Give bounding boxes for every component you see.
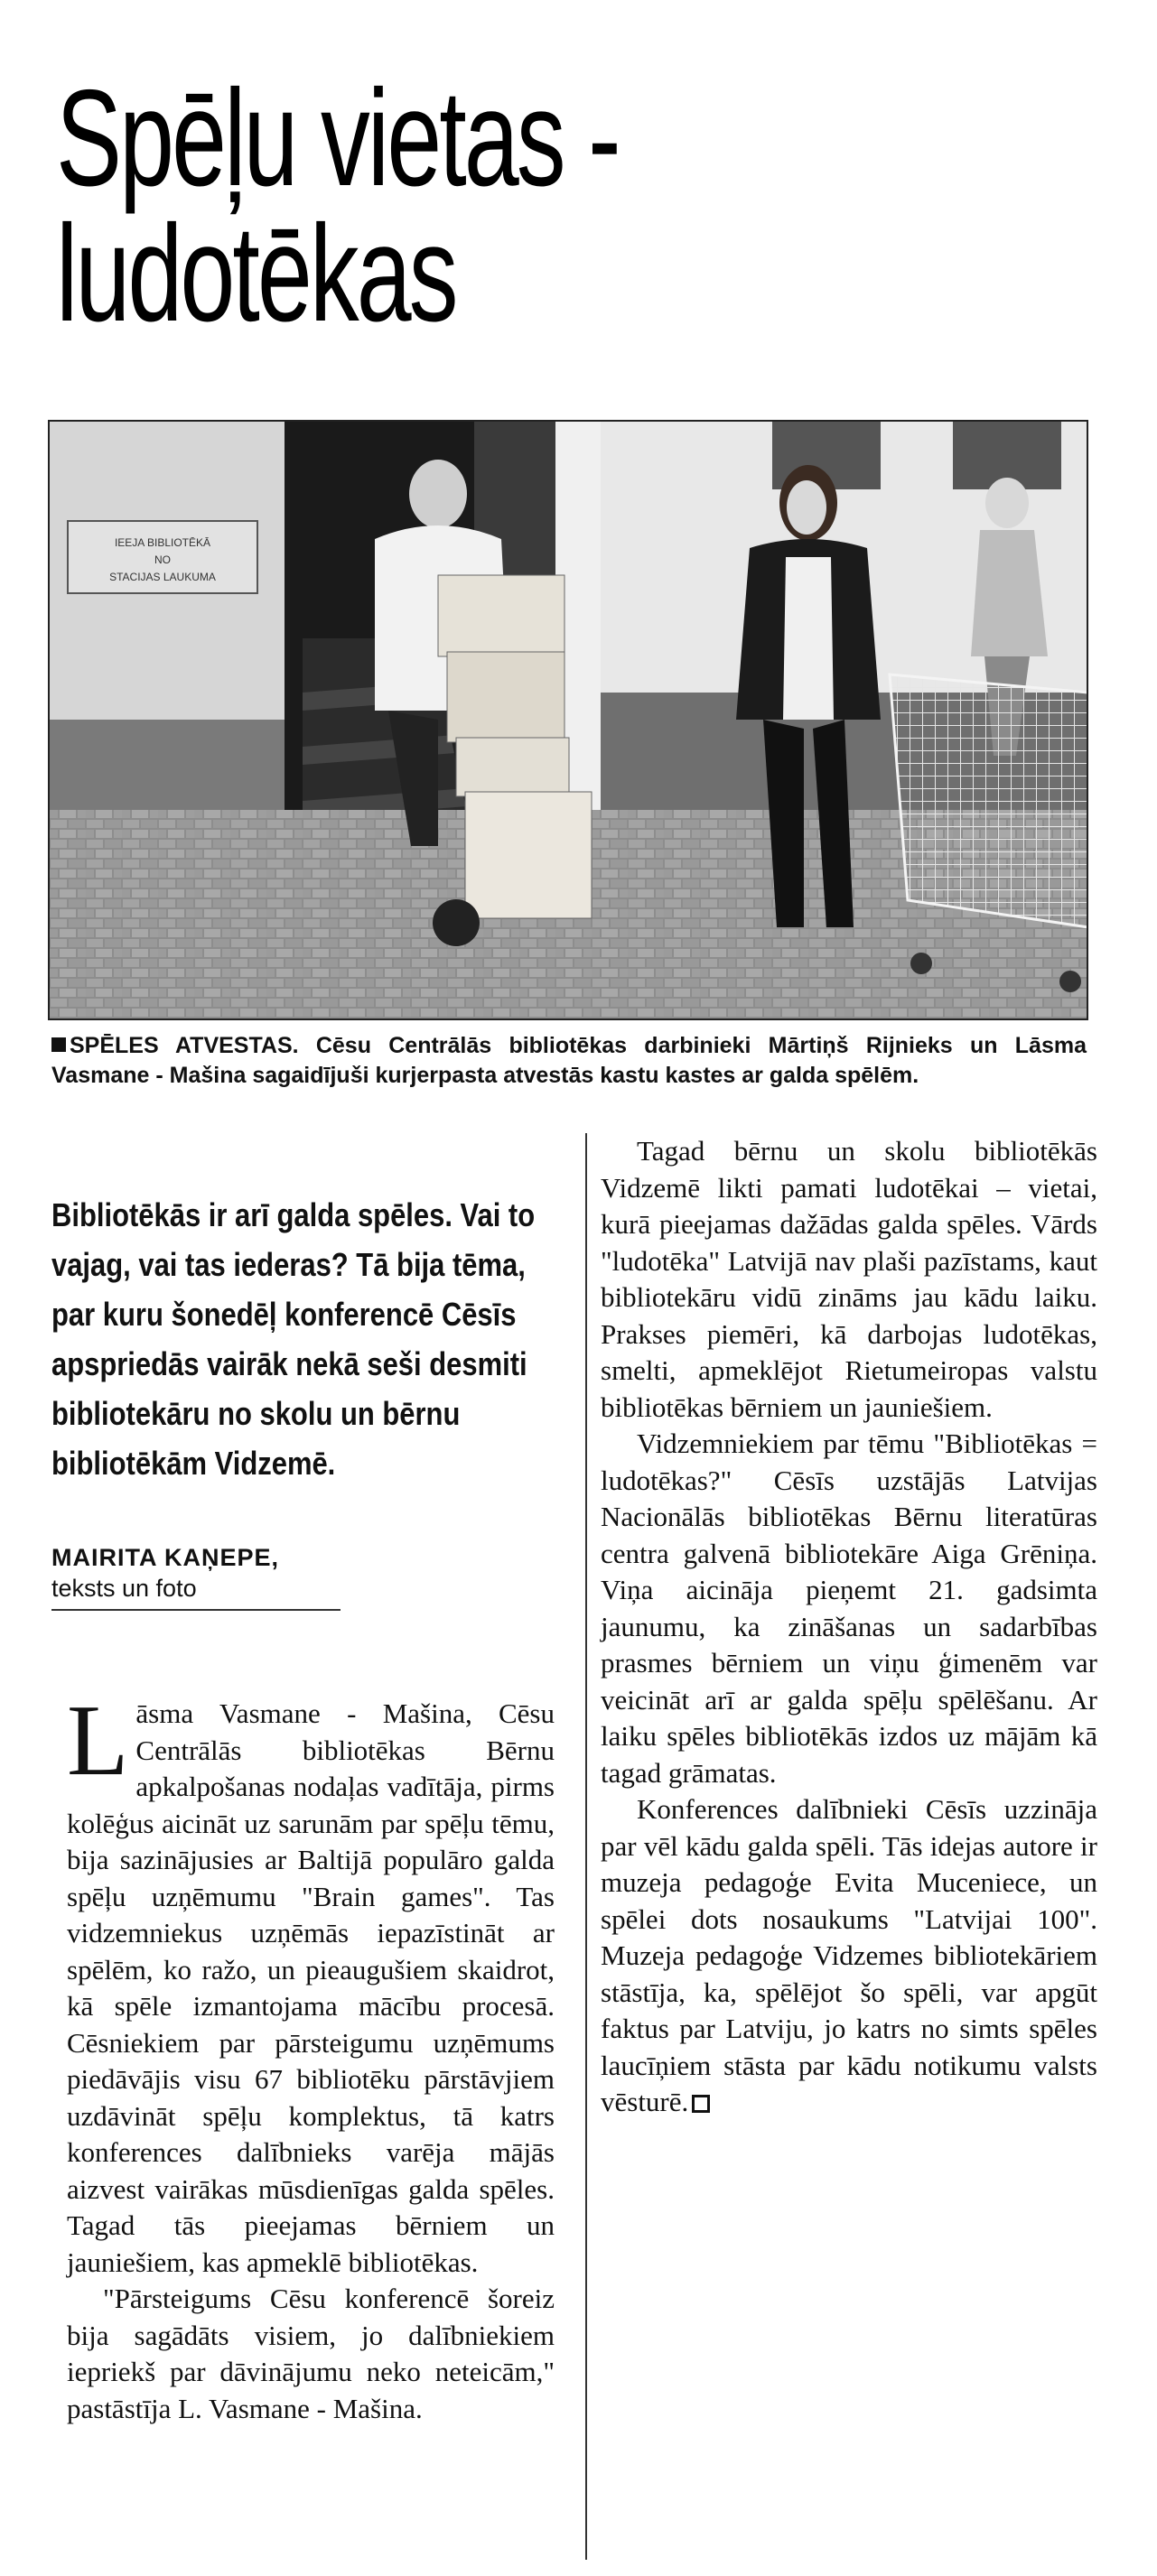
- paragraph-4: Vidzemniekiem par tēmu "Bibliotēkas = ludotēkas?" Cēsīs uzstājās Latvijas Nacionālās bibliotēkas Bērnu literatūras centra galvenā bibliotekāre Aiga Grēniņa. Viņa aicināja pieņemt 21. gadsimta jaunumu, ka zināšanas un sadarbības prasmes bērniem un viņu ģimenēm var veicināt arī ar galda spēļu spēlēšanu. Ar laiku spēles bibliotēkās izdos uz mājām kā tagad grāmatas.: [601, 1427, 1097, 1789]
- end-mark-icon: [692, 2095, 710, 2113]
- paragraph-3: Tagad bērnu un skolu bibliotēkās Vidzemē likti pamati ludotēkai – vietai, kurā pieejamas dažādas galda spēles. Vārds "ludotēka" Latvijā nav plaši pazīstams, kaut bibliotekāru vidū zināms jau kādu laiku. Prakses piemēri, kā darbojas ludotēkas, smelti, apmeklējot Rietumeiropas valstu bibliotēkas bērniem un jauniešiem.: [601, 1135, 1097, 1423]
- paragraph-2: "Pārsteigums Cēsu konferencē šoreiz bija sagādāts visiem, jo dalībniekiem iepriekš par dāvinājumu neko neteicām," pastāstīja L. Vasmane - Mašina.: [67, 2283, 555, 2424]
- paragraph-5-text: Konferences dalībnieki Cēsīs uzzināja par vēl kādu galda spēli. Tās idejas autore ir muzeja pedagoģe Evita Muceniece, un spēlei dots nosaukums "Latvijai 100". Muzeja pedagoģe Vidzemes bibliotekāriem stāstīja, ka, spēlējot šo spēli, var apgūt faktus par Latviju, jo katrs no simts spēles laucīņiem stāsta par kādu notikumu valsts vēsturē.: [601, 1793, 1097, 2117]
- sign-line-2: NO: [154, 553, 171, 566]
- article-column-1: [67, 1685, 555, 2427]
- author-name: MAIRITA KAŅEPE,: [51, 1544, 280, 1571]
- headline-line-2: ludotēkas: [56, 197, 456, 350]
- news-photo: [48, 420, 1088, 1020]
- caption-lead: SPĒLES ATVESTAS.: [70, 1033, 299, 1058]
- square-bullet-icon: [51, 1037, 66, 1052]
- column-divider: [585, 1133, 587, 2560]
- sign-line-3: STACIJAS LAUKUMA: [109, 571, 216, 583]
- article-lead: Bibliotēkās ir arī galda spēles. Vai to vajag, vai tas iederas? Tā bija tēma, par kuru šonedēļ konferencē Cēsīs apspriedās vairāk nekā seši desmiti bibliotekāru no skolu un bērnu bibliotēkām Vidzemē.: [51, 1196, 536, 1482]
- paragraph-5: [601, 1791, 1097, 2121]
- paragraph-1: [67, 1685, 555, 2281]
- headline-line-1: Spēļu vietas -: [56, 61, 619, 215]
- paragraph-1-text: āsma Vasmane - Mašina, Cēsu Centrālās bibliotēkas Bērnu apkalpošanas nodaļas vadītāja, pirms kolēģus aicināt uz sarunām par spēļu tēmu, bija sazinājusies ar Baltijā populāro galda spēļu uzņēmumu "Brain games". Tas vidzemniekus uzņēmās iepazīstināt ar spēlēm, ko ražo, un pieaugušiem skaidrot, kā spēle izmantojama mācību procesā. Cēsniekiem par pārsteigumu uzņēmums piedāvājis visu 67 bibliotēku pārstāvjiem uzdāvināt spēļu komplektus, tā katrs konferences dalībnieks varēja mājās aizvest vairākas mūsdienīgas galda spēles. Tagad tās pieejamas bērniem un jauniešiem, kas apmeklē bibliotēkas.: [67, 1697, 555, 2278]
- drop-cap: L: [67, 1685, 129, 1797]
- author-byline: [51, 1542, 341, 1611]
- sign-line-1: IEEJA BIBLIOTĒKĀ: [114, 536, 211, 549]
- article-column-2: [601, 1133, 1097, 2121]
- headline: [56, 61, 824, 350]
- caption-text: Cēsu Centrālās bibliotēkas darbinieki Mārtiņš Rijnieks un Lāsma Vasmane - Mašina sagaidījuši kurjerpasta atvestās kastu kastes ar galda spēlēm.: [51, 1033, 1087, 1088]
- author-role: teksts un foto: [51, 1575, 197, 1602]
- photo-caption: [51, 1031, 1087, 1091]
